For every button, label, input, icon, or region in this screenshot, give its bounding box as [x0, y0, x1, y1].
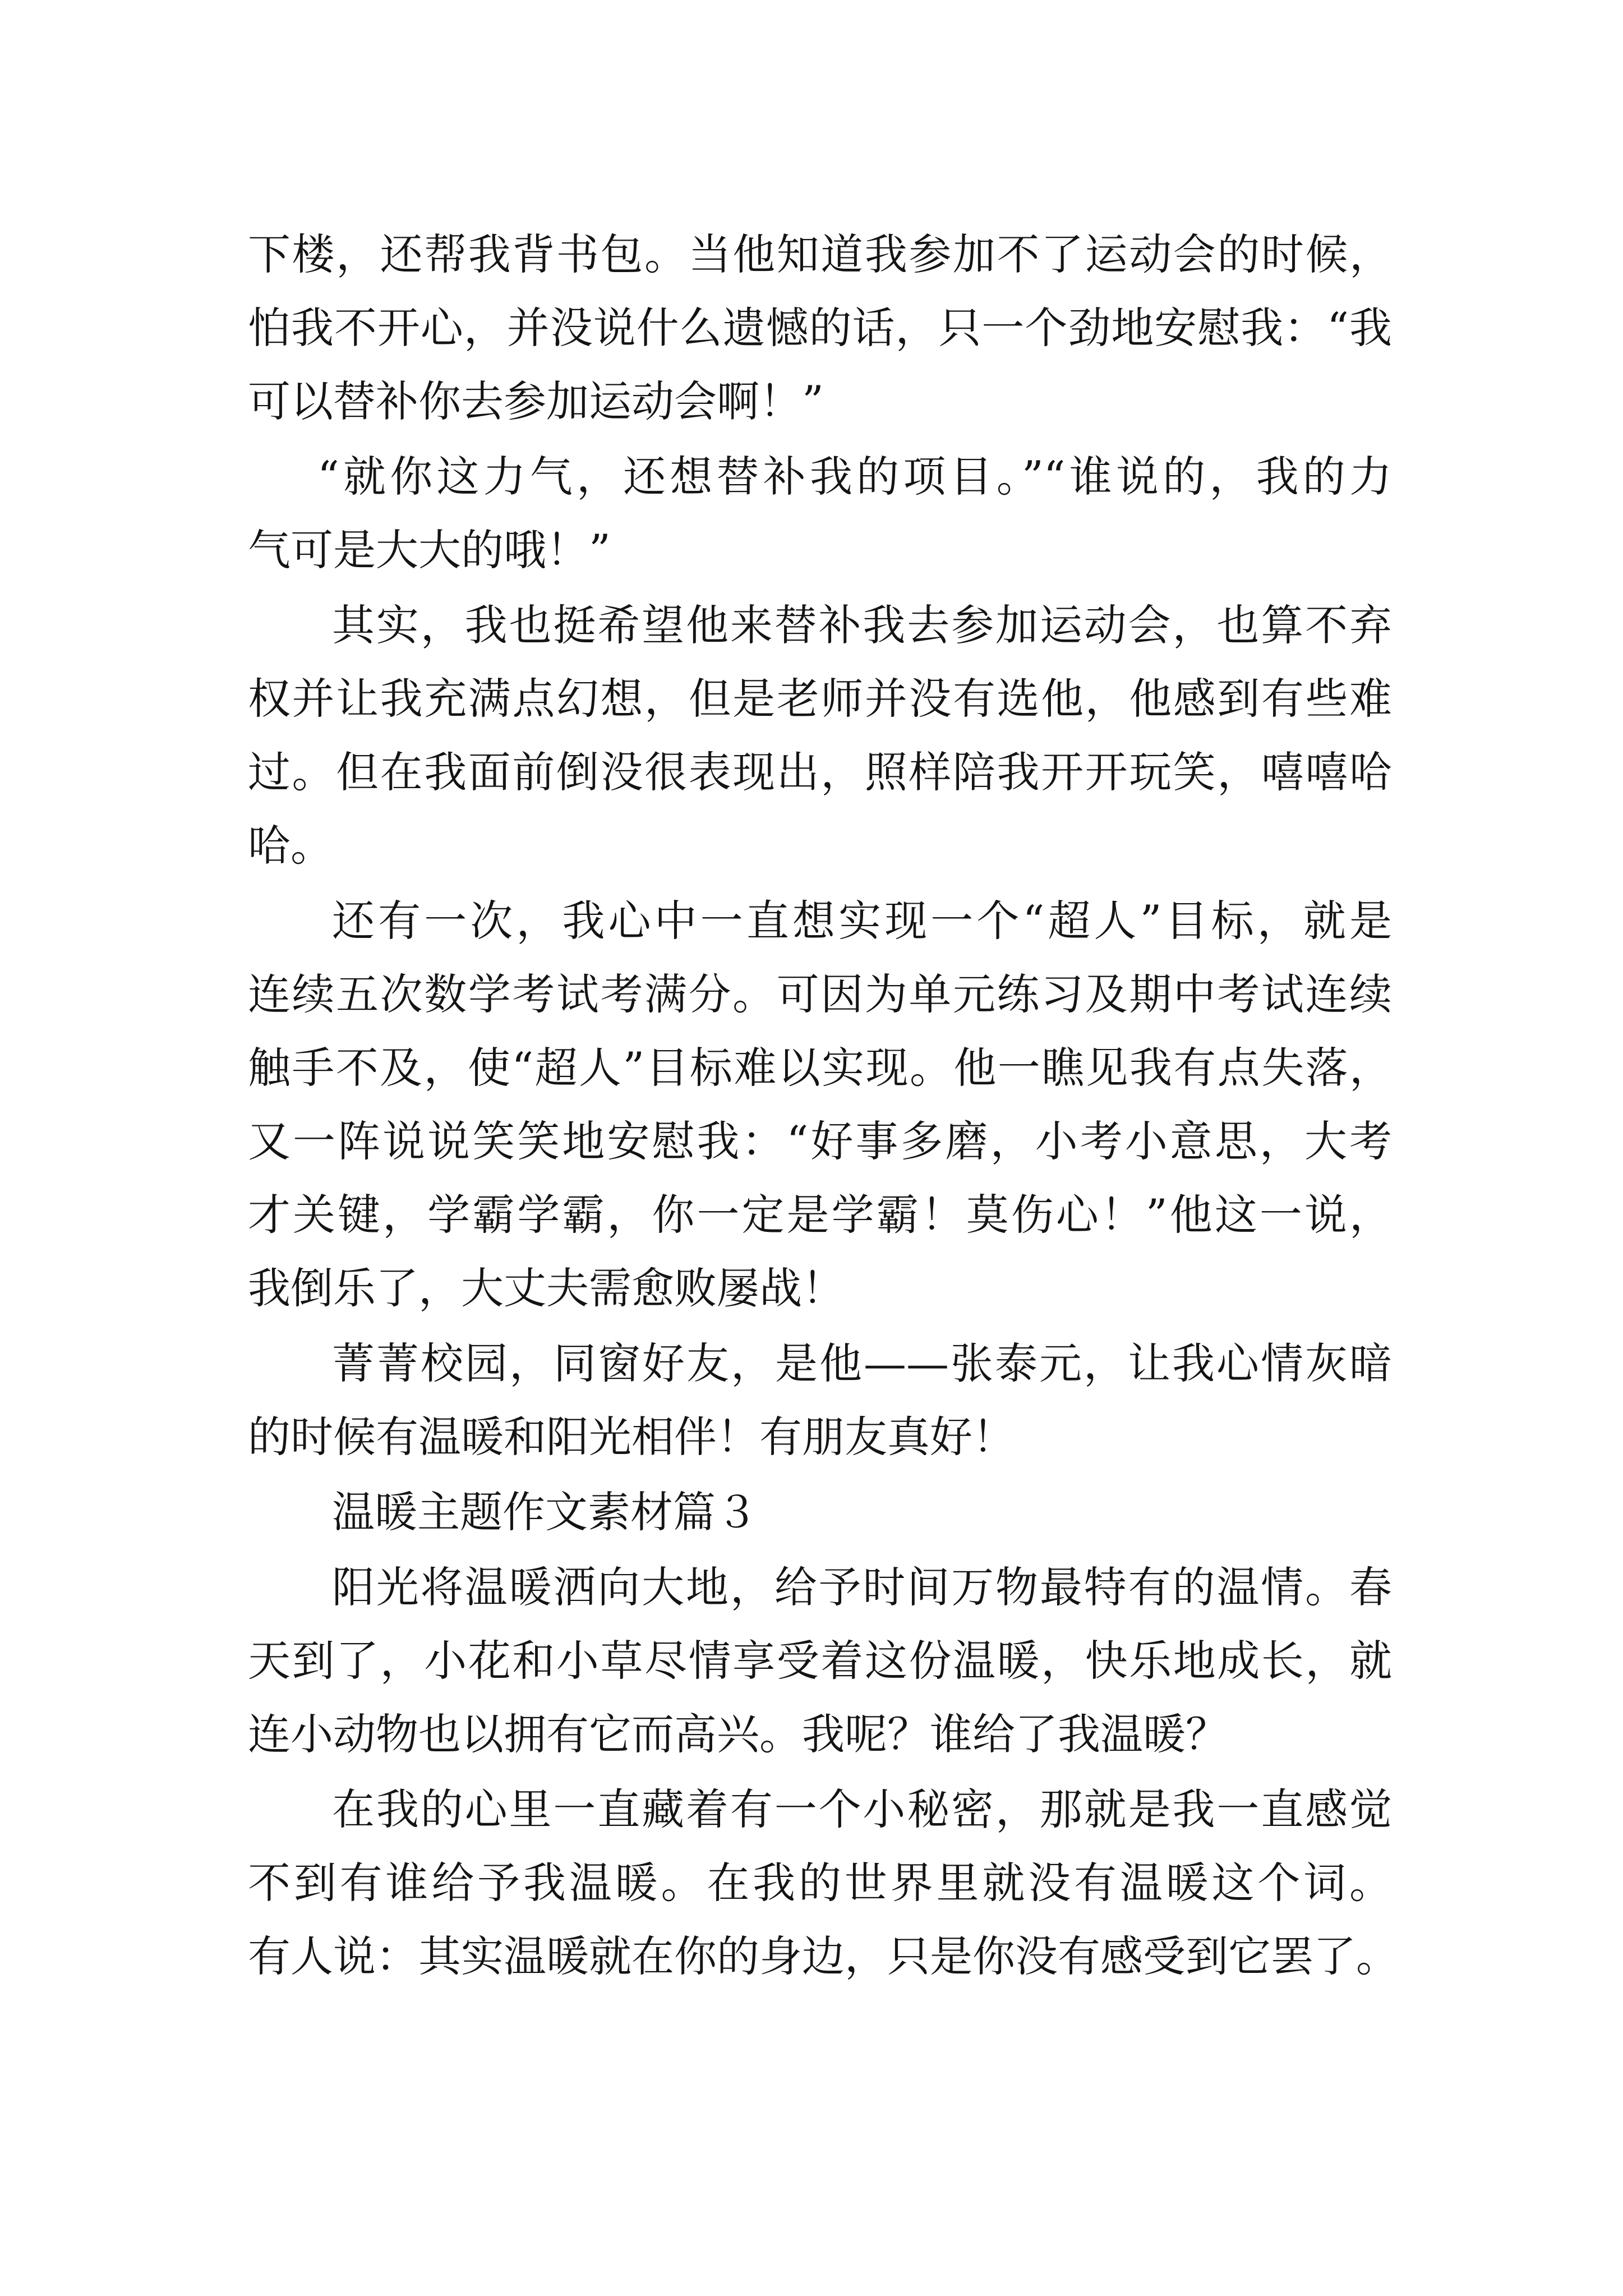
text-line: 我倒乐了，大丈夫需愈败屡战！: [248, 1263, 845, 1313]
text-line: 过。但在我面前倒没很表现出，照样陪我开开玩笑，嘻嘻哈: [248, 747, 1392, 797]
text-line: 才关键，学霸学霸，你一定是学霸！莫伤心！”他这一说，: [248, 1190, 1392, 1240]
text-line: 天到了，小花和小草尽情享受着这份温暖，快乐地成长，就: [248, 1636, 1392, 1686]
text-line: 怕我不开心，并没说什么遗憾的话，只一个劲地安慰我：“我: [248, 303, 1392, 353]
text-line: 可以替补你去参加运动会啊！”: [248, 376, 824, 426]
text-line: “就你这力气，还想替补我的项目。”“谁说的，我的力: [317, 452, 1392, 501]
text-line: 下楼，还帮我背书包。当他知道我参加不了运动会的时候，: [248, 229, 1392, 279]
text-line: 在我的心里一直藏着有一个小秘密，那就是我一直感觉: [332, 1784, 1392, 1834]
text-line: 又一阵说说笑笑地安慰我：“好事多磨，小考小意思，大考: [248, 1116, 1392, 1166]
text-line: 连小动物也以拥有它而高兴。我呢？谁给了我温暖？: [248, 1709, 1228, 1759]
text-line: 其实，我也挺希望他来替补我去参加运动会，也算不弃: [332, 600, 1392, 650]
section-heading: 温暖主题作文素材篇３: [332, 1487, 758, 1537]
text-line: 的时候有温暖和阳光相伴！有朋友真好！: [248, 1412, 1015, 1462]
text-line: 气可是大大的哦！”: [248, 525, 611, 575]
text-line: 触手不及，使“超人”目标难以实现。他一瞧见我有点失落，: [248, 1043, 1392, 1093]
text-line: 连续五次数学考试考满分。可因为单元练习及期中考试连续: [248, 969, 1392, 1019]
text-line: 阳光将温暖洒向大地，给予时间万物最特有的温情。春: [332, 1562, 1392, 1612]
text-line: 权并让我充满点幻想，但是老师并没有选他，他感到有些难: [248, 674, 1392, 724]
text-line: 菁菁校园，同窗好友，是他——张泰元，让我心情灰暗: [332, 1338, 1392, 1388]
text-line: 还有一次，我心中一直想实现一个“超人”目标，就是: [332, 896, 1392, 946]
text-line: 哈。: [248, 821, 333, 871]
text-line: 有人说：其实温暖就在你的身边，只是你没有感受到它罢了。: [248, 1931, 1399, 1981]
text-line: 不到有谁给予我温暖。在我的世界里就没有温暖这个词。: [248, 1858, 1392, 1908]
